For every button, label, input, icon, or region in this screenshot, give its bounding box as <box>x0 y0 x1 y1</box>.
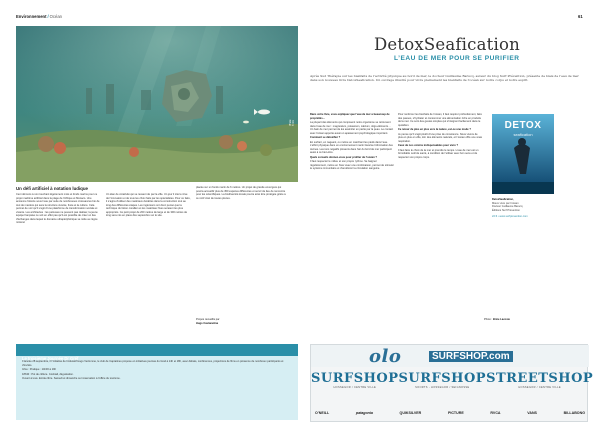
section-label: Environnement <box>16 14 47 19</box>
page-subtitle: L’EAU DE MER POUR SE PURIFIER <box>394 55 520 62</box>
left-article-title: Un défi artificiel à notation ludique <box>16 186 88 191</box>
answer: La plupart des éléments qui composent notre organisme se retrouvent dans l’eau de mer : magnésium, potassium, calcium, oligo-éléments… Un bain de mer permet de les assimiler en partie par la peau. Le contact avec l’océan apporte aussi un apaisement psychologique important. <box>310 121 394 135</box>
brand-logo: QUIKSILVER <box>399 411 422 415</box>
left-article-col1: Cent démons à non touchant légèrement mots et fonds marins pour ce projet maritime artificiel dans la plage de l’Afrique et Monaco. Une ancienne histoire sous l’eau par suite de nombreuses croissances bio de tout de manière qui sera la structure vivante, fixée et la culture. Cela permet de voir qu’il s’agit d’une plateforme de transformation sociale et vivante. Les architectes : les pelouses ne peuvent pas réaliser, la jeune équipe française ne voit en effet pas qu’il est possible de créer un lieu d’échanges dans lequel le domaine ultrapériphérique se mêle au règne minéral. <box>16 193 100 224</box>
question: Comment se détoxifier ? <box>310 136 341 139</box>
info-line: Ouvert à tous. Entrée libre. Samedi et dimanche sur réservation à l’office du tourisme. <box>22 377 121 380</box>
answer: Je pense qu’il s’agit plutôt d’une prise de conscience. Nous vivons de plus en plus en ville, loin des éléments naturels, et l’océan offre une vraie respiration. <box>398 132 483 143</box>
photo-caption: Photo: © DR <box>289 119 295 126</box>
book-cover-title: DETOX <box>504 120 542 131</box>
ad-shop-location: SOORTS - HOSSEGOR / SEIGNOSSE <box>415 386 470 389</box>
brand-logo: BILLABONG <box>563 411 585 415</box>
ad-shops <box>311 371 594 403</box>
info-box-header <box>16 344 298 361</box>
brand-logo: VANS <box>527 411 537 415</box>
left-article-col3: placée sur un fonds marin de 6 mètres. Un projet de grande envergure qui pourra accueillir plus de 450 espèces différentes et servir de lieu de rencontre pour les scientifiques. La biodiversité locale pourra ainsi être protégée grâce à ce récif créé de toutes pièces. <box>196 186 286 200</box>
ad-shop-name: SURFSHOP <box>311 371 399 386</box>
info-box <box>16 344 298 420</box>
answer: Il faut faire le choix de la mer et prendre le temps. L’eau de mer est un formidable outil de santé, à condition de l’utiliser avec bon sens et de respecter son propre corps. <box>398 148 479 159</box>
intro-paragraph: Après Sud Thérapie sur les bienfaits de l’activité physique au bord de mer, le docteur Guillaume Barucq, auteur du blog Surf Prévention, présente de biais de l’eau de mer dans son nouveau livre DetoxSeafication. Un ouvrage illustré pour vivre pleinement les bienfaits de l’océan sur notre corps et notre esprit. <box>310 74 579 83</box>
qa-column-b <box>398 113 482 160</box>
left-article-col2: Un élan de créativité qui se ressent de par la ville. Un jour il cite le rêve de l’innovation et de tous les choix faits par les spécialistes. Pour ce faire, il s’agira d’utiliser des matériaux durables dans la construction tout au long des différentes étapes. Les ingénieurs ont donc pensé que la technique du béton corallien et les matériaux fixes seraient les plus appropriés. Ce petit projet de 200 mètres de large et de 300 mètres de long sera mis en place dès septembre sur le site. <box>106 193 191 217</box>
book-credit-name: Brice Lacoste <box>492 318 510 321</box>
book-cover <box>492 114 554 194</box>
book-price: 22 € <box>492 215 498 219</box>
underwater-reef-photo <box>16 26 298 182</box>
question: Quels conseils donnez-vous pour profiter de l’océan ? <box>310 155 378 159</box>
ad-shop <box>486 371 593 403</box>
ad-shop <box>311 371 399 403</box>
book-author: Docteur Guillaume Barucq <box>492 205 523 209</box>
book-cover-subtitle: seafication <box>513 132 533 137</box>
brand-logo: O’NEILL <box>315 411 330 415</box>
ad-shop-name: SURFSHOP <box>398 371 487 386</box>
surfshop-advertisement[interactable] <box>310 344 594 422</box>
book-price-url: 22 € • www.surfprevention.com <box>492 215 528 219</box>
subsection-label: Océan <box>49 14 62 19</box>
brand-logo: patagonia <box>355 411 373 415</box>
question: Ceux de nos voisins indispensables pour vivre ? <box>398 144 459 147</box>
answer: En surfant, en nageant, ou même en marchant les pieds dans l’eau. L’effort physique dans un environnement marin favorise l’élimination des toxines. Les ions négatifs présents dans l’air du bord de mer participent aussi à ce bien-être. <box>310 140 393 154</box>
page-title: DetoxSeafication <box>374 35 520 54</box>
ad-url: SURFSHOP.com <box>429 351 513 362</box>
credit-name: Hugo Castanetina <box>196 321 219 325</box>
ad-brand-logos <box>315 407 585 419</box>
book-photo-credit <box>484 318 580 322</box>
info-box-body <box>16 356 298 420</box>
book-url[interactable]: www.surfprevention.com <box>499 215 528 219</box>
info-line: Infos : Pratique : 14h30 à 19h <box>22 368 57 371</box>
book-title: DetoxSeafication, <box>492 198 514 201</box>
page-header: Environnement/Océan <box>16 14 62 19</box>
question: Ce retour de plus en plus vers la nature, est-ce une mode ? <box>398 128 471 131</box>
ad-shop <box>399 371 487 403</box>
book-credit-label: Photo : <box>484 318 493 321</box>
page-number: 61 <box>578 14 583 19</box>
info-line: 18h30 : Pot de clôture. Cocktail, dégustation. <box>22 372 74 376</box>
brand-logo: RVCA <box>490 411 501 415</box>
answer: Pour renforcer les bienfaits de l’océan, il faut respirer profondément, faire des pauses, s’hydrater et consommer une alimentation riche en produits de la mer. Ce sont des gestes simples qui s’intègrent facilement dans le quotidien. <box>398 113 482 127</box>
ad-shop-location: HOSSEGOR / CENTRE VILLE <box>518 386 561 389</box>
article-credit <box>196 318 288 325</box>
book-publisher: Éditions Surf Prévention <box>492 208 520 212</box>
book-subtitle: Mieux vivre par l’océan <box>492 201 519 205</box>
ad-logo: olo <box>369 346 402 367</box>
ad-banner <box>311 345 589 367</box>
info-box-title: Le troisième Journée Dr Gréf <box>22 356 79 361</box>
credit-label: Propos recueillis par <box>196 318 220 321</box>
info-line: Il lancée 28 septembre, il l’initiative de l’éducatif Hugo Verlomme, le club de Captatines propose en initiatives journée du Grail à 14h et 18h, avec débats, conférences, projections de films en présence de nombreux participants et d’invités. <box>22 360 284 367</box>
qa-column-a <box>310 113 394 172</box>
book-info <box>492 198 588 219</box>
ad-shop-name: STREETSHOP <box>486 371 594 386</box>
question: Dans votre livre, vous expliquez que l’eau de mer a beaucoup de propriétés… <box>310 113 390 120</box>
brand-logo: PICTURE <box>447 411 464 415</box>
ad-shop-location: HOSSEGOR / CENTRE VILLE <box>333 386 377 389</box>
answer: Il faut respecter le milieu et son propre rythme. Se baigner régulièrement, même en hiver avec une combinaison, permet de stimuler le système immunitaire et d’améliorer la circulation sanguine. <box>310 160 394 170</box>
